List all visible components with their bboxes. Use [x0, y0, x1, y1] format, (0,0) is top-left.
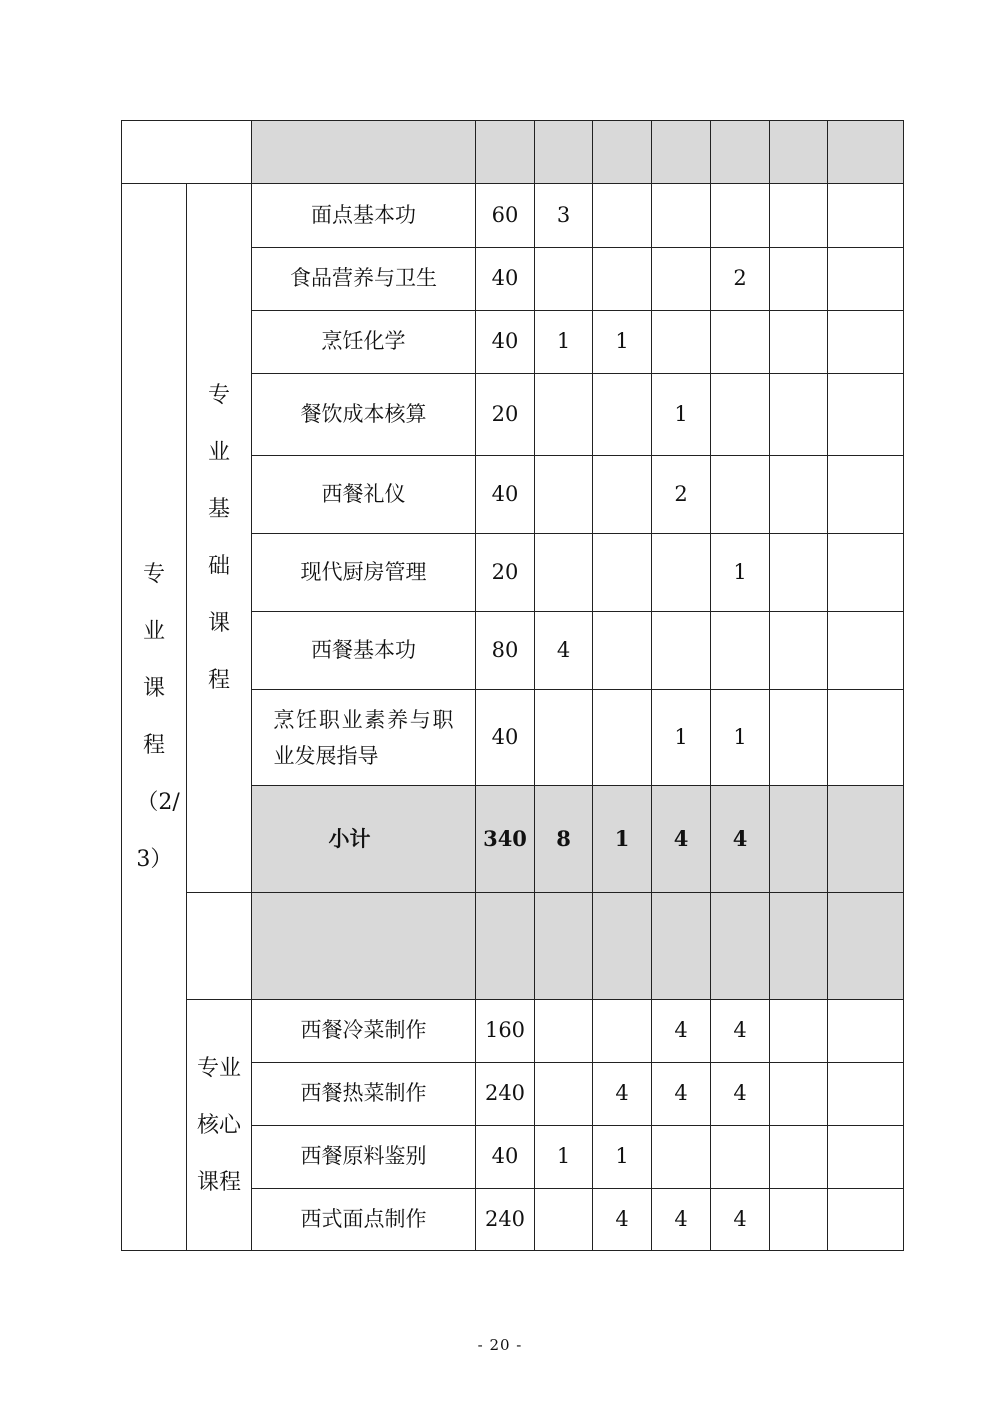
hours-cell: 20: [476, 534, 535, 612]
course-schedule-table: [121, 120, 904, 1251]
semester-2-cell: [593, 534, 652, 612]
hours-cell: 20: [476, 374, 535, 456]
semester-2-cell: [593, 612, 652, 690]
hours-cell: 240: [476, 1063, 535, 1126]
semester-6-cell: [828, 534, 904, 612]
semester-3-cell: [652, 184, 711, 248]
semester-5-cell: [770, 311, 828, 374]
semester-2-cell: [593, 184, 652, 248]
semester-6-cell: [828, 184, 904, 248]
course-name: 餐饮成本核算: [252, 374, 476, 456]
semester-5-cell: [770, 184, 828, 248]
semester-3-cell: [652, 1126, 711, 1189]
page-number: - 20 -: [477, 1336, 523, 1354]
course-name: 西餐基本功: [252, 612, 476, 690]
semester-1-cell: [535, 1063, 593, 1126]
semester-6-cell: [828, 1000, 904, 1063]
course-name: 西式面点制作: [252, 1189, 476, 1251]
category-cell: [122, 184, 187, 1251]
blank-group-cell: [187, 893, 252, 1000]
subtotal-semester-4: 4: [711, 786, 770, 893]
semester-1-cell: [535, 248, 593, 311]
hours-cell: 40: [476, 1126, 535, 1189]
semester-5-cell: [770, 1000, 828, 1063]
hours-cell: 40: [476, 690, 535, 786]
semester-1-cell: 4: [535, 612, 593, 690]
semester-6-cell: [828, 311, 904, 374]
semester-4-cell: [711, 1126, 770, 1189]
course-name: 食品营养与卫生: [252, 248, 476, 311]
semester-4-cell: 4: [711, 1063, 770, 1126]
semester-6-cell: [828, 456, 904, 534]
semester-1-cell: 1: [535, 311, 593, 374]
course-name: 西餐热菜制作: [252, 1063, 476, 1126]
semester-6-cell: [828, 1063, 904, 1126]
semester-1-cell: [535, 690, 593, 786]
semester-1-cell: 3: [535, 184, 593, 248]
table-row: [122, 184, 904, 248]
semester-4-cell: [711, 311, 770, 374]
semester-2-cell: [593, 456, 652, 534]
hours-cell: 40: [476, 311, 535, 374]
semester-3-cell: [652, 534, 711, 612]
course-name: 西餐原料鉴别: [252, 1126, 476, 1189]
semester-3-cell: 4: [652, 1189, 711, 1251]
semester-1-cell: [535, 456, 593, 534]
category-label: 专业课程（2/3）: [136, 562, 180, 872]
hours-cell: 80: [476, 612, 535, 690]
semester-3-cell: 4: [652, 1063, 711, 1126]
semester-6-cell: [828, 374, 904, 456]
semester-5-cell: [770, 374, 828, 456]
semester-4-cell: 1: [711, 534, 770, 612]
semester-3-cell: [652, 248, 711, 311]
course-name: 现代厨房管理: [252, 534, 476, 612]
semester-2-cell: [593, 1000, 652, 1063]
semester-5-cell: [770, 248, 828, 311]
hours-cell: 160: [476, 1000, 535, 1063]
semester-6-cell: [828, 248, 904, 311]
semester-4-cell: 1: [711, 690, 770, 786]
semester-4-cell: 2: [711, 248, 770, 311]
course-name: 西餐礼仪: [252, 456, 476, 534]
semester-4-cell: [711, 612, 770, 690]
semester-2-cell: [593, 248, 652, 311]
semester-5-cell: [770, 1063, 828, 1126]
semester-3-cell: 1: [652, 374, 711, 456]
group-cell-foundation: [187, 184, 252, 893]
group-label-foundation: 专业基础课程: [207, 383, 230, 693]
course-name: [252, 690, 476, 786]
subtotal-semester-5: [770, 786, 828, 893]
hours-cell: 40: [476, 248, 535, 311]
course-name-text: 烹饪职业素养与职业发展指导: [273, 707, 454, 768]
table-row: [122, 1000, 904, 1063]
semester-2-cell: 4: [593, 1063, 652, 1126]
semester-2-cell: 1: [593, 311, 652, 374]
semester-2-cell: 1: [593, 1126, 652, 1189]
hours-cell: 60: [476, 184, 535, 248]
semester-3-cell: 4: [652, 1000, 711, 1063]
subtotal-semester-3: 4: [652, 786, 711, 893]
subtotal-semester-2: 1: [593, 786, 652, 893]
semester-6-cell: [828, 1126, 904, 1189]
semester-4-cell: 4: [711, 1000, 770, 1063]
course-name: 西餐冷菜制作: [252, 1000, 476, 1063]
semester-6-cell: [828, 612, 904, 690]
semester-4-cell: 4: [711, 1189, 770, 1251]
semester-1-cell: [535, 1000, 593, 1063]
semester-6-cell: [828, 690, 904, 786]
semester-3-cell: 2: [652, 456, 711, 534]
semester-5-cell: [770, 1126, 828, 1189]
semester-3-cell: 1: [652, 690, 711, 786]
semester-3-cell: [652, 612, 711, 690]
group-cell-core: [187, 1000, 252, 1251]
semester-5-cell: [770, 612, 828, 690]
course-name: 烹饪化学: [252, 311, 476, 374]
semester-2-cell: 4: [593, 1189, 652, 1251]
hours-cell: 240: [476, 1189, 535, 1251]
semester-2-cell: [593, 374, 652, 456]
semester-1-cell: [535, 374, 593, 456]
semester-5-cell: [770, 1189, 828, 1251]
subtotal-label: 小计: [252, 786, 476, 893]
hours-cell: 40: [476, 456, 535, 534]
semester-2-cell: [593, 690, 652, 786]
subtotal-hours: 340: [476, 786, 535, 893]
semester-4-cell: [711, 456, 770, 534]
group-label-core: 专业核心课程: [196, 1055, 241, 1195]
semester-6-cell: [828, 1189, 904, 1251]
semester-5-cell: [770, 690, 828, 786]
carryover-row: [122, 121, 904, 184]
semester-4-cell: [711, 184, 770, 248]
subtotal-semester-6: [828, 786, 904, 893]
semester-1-cell: [535, 1189, 593, 1251]
semester-1-cell: 1: [535, 1126, 593, 1189]
semester-3-cell: [652, 311, 711, 374]
semester-4-cell: [711, 374, 770, 456]
subtotal-semester-1: 8: [535, 786, 593, 893]
semester-1-cell: [535, 534, 593, 612]
carryover-label-cell: [122, 121, 252, 184]
course-name: 面点基本功: [252, 184, 476, 248]
blank-row: [122, 893, 904, 1000]
semester-5-cell: [770, 456, 828, 534]
semester-5-cell: [770, 534, 828, 612]
